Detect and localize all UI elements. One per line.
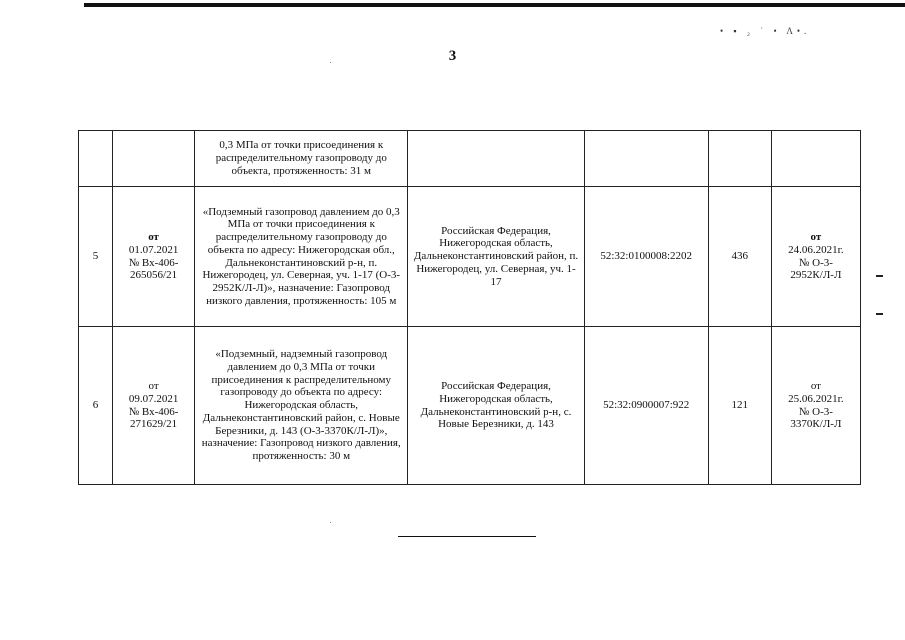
address-cell: Российская Федерация, Нижегородская область, Дальнеконстантиновский район, п. Нижегородец, ул. Северная, уч. 1-17 [408,187,584,327]
cadastral-number-cell: 52:32:0900007:922 [584,327,708,485]
received-cell [113,327,195,485]
row-number-cell: 6 [79,327,113,485]
table-row [79,327,861,485]
decision-date: 24.06.2021г. [788,243,844,256]
received-number: № Вх-406- [128,405,179,418]
received-cell [113,187,195,327]
area-cell: 121 [708,327,771,485]
margin-mark [876,275,883,277]
footer-separator-line [398,536,536,537]
decision-number-suffix: 3370К/Л-Л [790,418,842,431]
cadastral-number-cell [584,131,708,187]
object-description-cell: «Подземный, надземный газопровод давлением до 0,3 МПа от точки присоединения к распределительному газопроводу до объекта по адресу: Нижегородская область, Дальнеконстантиновский район, с. Новые Березники, д. 143 (О-3-3370К/Л-Л)», назначение: Газопровод низкого давления, протяженность: 30 м [195,327,408,485]
scan-speck [330,62,331,63]
decision-prefix: от [810,231,822,244]
object-description-cell: «Подземный газопровод давлением до 0,3 МПа от точки присоединения к распределительному газопроводу до объекта по адресу: Нижегородская обл., Дальнеконстантиновский р-н, п. Нижегородец, ул. Северная, уч. 1-17 (О-3-2952К/Л-Л)», назначение: Газопровод низкого давления, протяженность: 105 м [195,187,408,327]
decision-cell [771,131,860,187]
received-number-suffix: 265056/21 [130,269,178,282]
page-number: 3 [448,48,457,64]
table-row [79,187,861,327]
received-prefix: от [148,231,159,244]
received-date: 09.07.2021 [128,392,179,405]
decision-cell [771,327,860,485]
margin-mark [876,313,883,315]
received-prefix: от [148,380,159,393]
table-row [79,131,861,187]
decision-number: № О-3- [798,405,833,418]
area-cell: 436 [708,187,771,327]
scan-speck [330,522,331,523]
decision-prefix: от [810,380,821,393]
decision-cell [771,187,860,327]
decision-date: 25.06.2021г. [788,392,844,405]
cadastral-number-cell: 52:32:0100008:2202 [584,187,708,327]
area-cell [708,131,771,187]
top-border-rule [84,3,905,7]
row-number-cell: 5 [79,187,113,327]
address-cell: Российская Федерация, Нижегородская область, Дальнеконстантиновский р-н, с. Новые Березники, д. 143 [408,327,584,485]
address-cell [408,131,584,187]
received-date: 01.07.2021 [128,243,179,256]
received-number-suffix: 271629/21 [130,418,178,431]
register-table [78,130,861,485]
received-cell [113,131,195,187]
scan-marks: • ▪ ₂ ˙ • Λ•. [720,26,811,36]
decision-number: № О-3- [798,256,833,269]
object-description-cell: 0,3 МПа от точки присоединения к распределительному газопроводу до объекта, протяженность: 31 м [195,131,408,187]
received-number: № Вх-406- [128,256,179,269]
decision-number-suffix: 2952К/Л-Л [790,269,842,282]
row-number-cell [79,131,113,187]
